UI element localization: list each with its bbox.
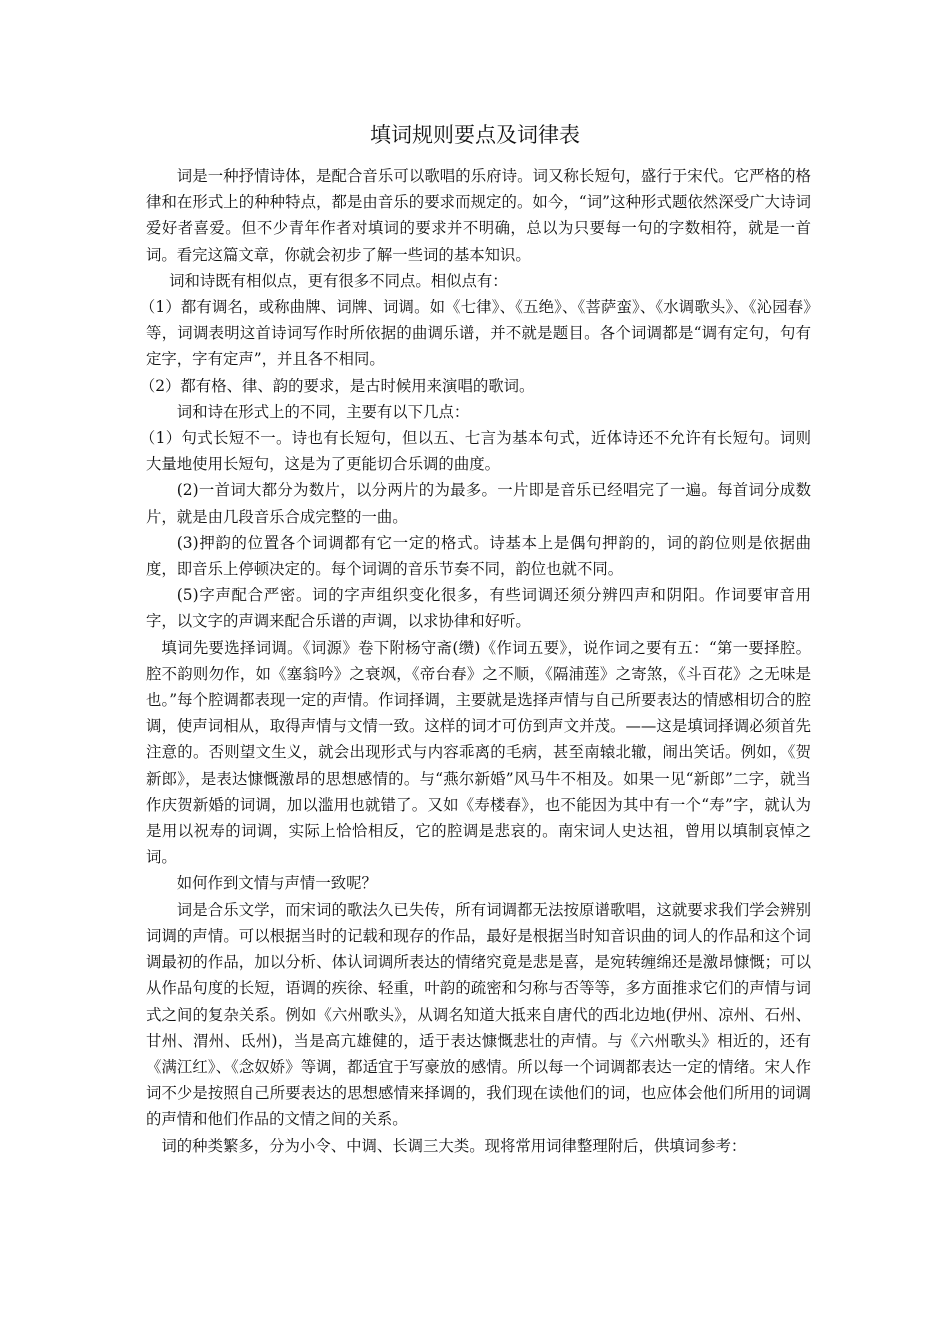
paragraph-categories: 词的种类繁多，分为小令、中调、长调三大类。现将常用词律整理附后，供填词参考： [161, 1136, 747, 1155]
paragraph-similarity-2: （2）都有格、律、韵的要求，是古时候用来演唱的歌词。 [139, 376, 535, 395]
paragraph-difference-2: (2)一首词大都分为数片，以分两片的为最多。一片即是音乐已经唱完了一遍。每首词分成数片，就是由几段音乐合成完整的一曲。 [146, 481, 811, 526]
paragraph-question: 如何作到文情与声情一致呢？ [176, 874, 377, 893]
document-body [139, 163, 811, 1159]
paragraph-difference-1: （1）句式长短不一。诗也有长短句，但以五、七言为基本句式，近体诗还不允许有长短句。词则大量地使用长短句，这是为了更能切合乐调的曲度。 [139, 429, 811, 474]
paragraph-choose-tune: 填词先要选择词调。《词源》卷下附杨守斋(缵)《作词五要》，说作词之要有五：“第一要择腔。腔不韵则勿作，如《塞翁吟》之衰飒，《帝台春》之不顺，《隔浦莲》之寄煞，《斗百花》之无味是也。”每个腔调都表现一定的声情。作词择调，主要就是选择声情与自己所要表达的情感相切合的腔调，使声词相从，取得声情与文情一致。这样的词才可仿到声文并茂。——这是填词择调必须首先注意的。否则望文生义，就会出现形式与内容乖离的毛病，甚至南辕北辙，闹出笑话。例如，《贺新郎》，是表达慷慨激昂的思想感情的。与“燕尔新婚”风马牛不相及。如果一见“新郎”二字，就当作庆贺新婚的词调，加以滥用也就错了。又如《寿楼春》，也不能因为其中有一个“寿”字，就认为是用以祝寿的词调，实际上恰恰相反，它的腔调是悲哀的。南宋词人史达祖，曾用以填制哀悼之词。 [146, 638, 811, 867]
paragraph-sound-emotion: 词是合乐文学，而宋词的歌法久已失传，所有词调都无法按原谱歌唱，这就要求我们学会辨别词调的声情。可以根据当时的记载和现存的作品，最好是根据当时知音识曲的词人的作品和这个词调最初的作品，加以分析、体认词调所表达的情绪究竟是悲是喜，是宛转缠绵还是激昂慷慨；可以从作品句度的长短，语调的疾徐、轻重，叶韵的疏密和匀称与否等等，多方面推求它们的声情与词式之间的复杂关系。例如《六州歌头》，从调名知道大抵来自唐代的西北边地(伊州、凉州、石州、甘州、渭州、氐州)，当是高亢雄健的，适于表达慷慨悲壮的声情。与《六州歌头》相近的，还有《满江红》、《念奴娇》等调，都适宜于写豪放的感情。所以每一个词调都表达一定的情绪。宋人作词不少是按照自己所要表达的思想感情来择调的，我们现在读他们的词，也应体会他们所用的词调的声情和他们作品的文情之间的关系。 [146, 900, 811, 1129]
paragraph-difference-3: (3)押韵的位置各个词调都有它一定的格式。诗基本上是偶句押韵的，词的韵位则是依据曲度，即音乐上停顿决定的。每个词调的音乐节奏不同，韵位也就不同。 [146, 533, 811, 579]
paragraph-difference-5: (5)字声配合严密。词的字声组织变化很多，有些词调还须分辨四声和阴阳。作词要审音用字，以文字的声调来配合乐谱的声调，以求协律和好听。 [146, 586, 811, 631]
paragraph-similarity-1: （1）都有调名，或称曲牌、词牌、词调。如《七律》、《五绝》、《菩萨蛮》、《水调歌头》、《沁园春》等，词调表明这首诗词写作时所依据的曲调乐谱，并不就是题目。各个词调都是“调有定句，句有定字，字有定声”，并且各不相同。 [139, 298, 811, 369]
paragraph-similarities-heading: 词和诗既有相似点，更有很多不同点。相似点有： [169, 271, 508, 290]
paragraph-differences-heading: 词和诗在形式上的不同，主要有以下几点： [176, 402, 470, 421]
paragraph-intro: 词是一种抒情诗体，是配合音乐可以歌唱的乐府诗。词又称长短句，盛行于宋代。它严格的格律和在形式上的种种特点，都是由音乐的要求而规定的。如今，“词”这种形式题依然深受广大诗词爱好者喜爱。但不少青年作者对填词的要求并不明确，总以为只要每一句的字数相符，就是一首词。看完这篇文章，你就会初步了解一些词的基本知识。 [146, 167, 811, 264]
document-title: 填词规则要点及词律表 [370, 123, 580, 147]
